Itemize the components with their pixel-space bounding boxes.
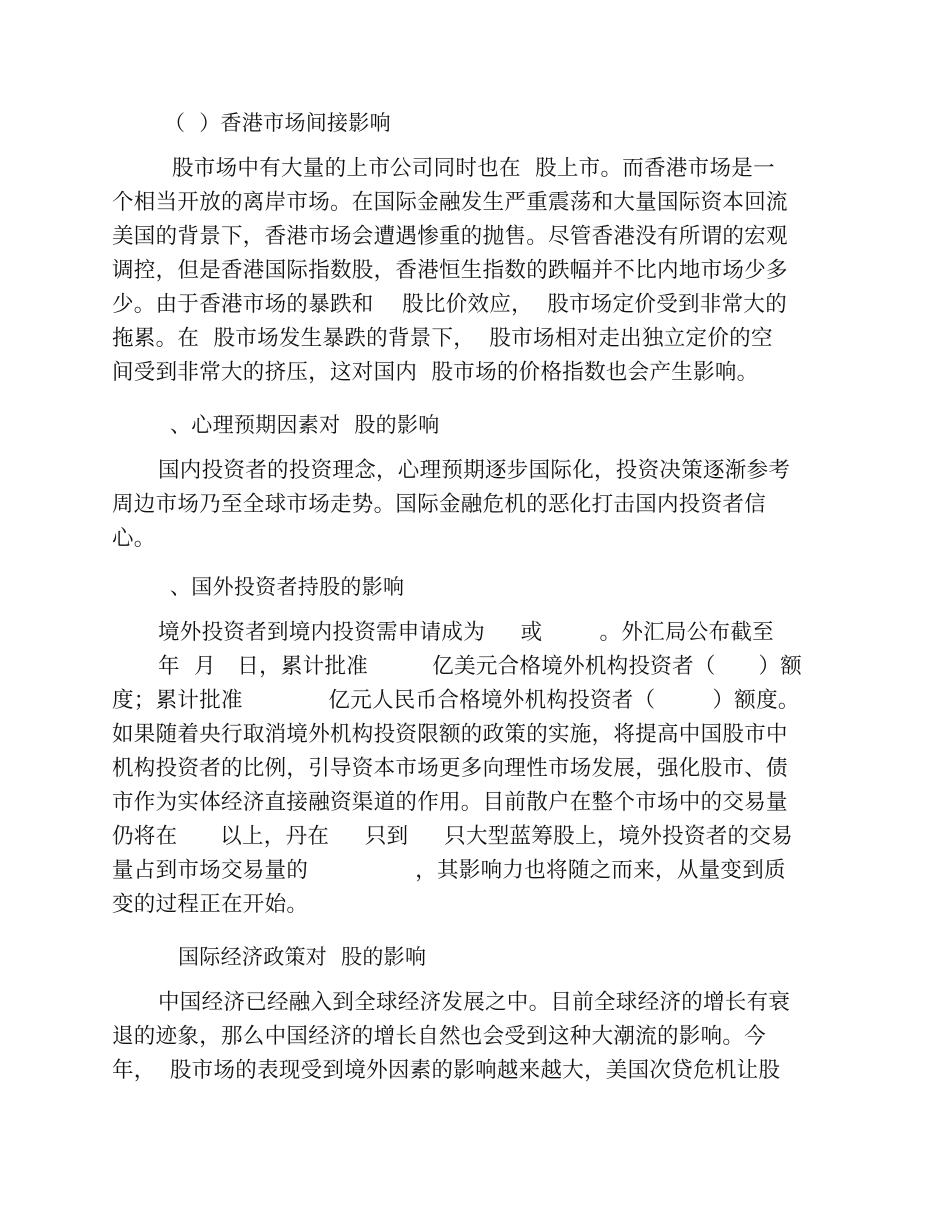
paragraph-line: 退的迹象，那么中国经济的增长自然也会受到这种大潮流的影响。今 bbox=[112, 1024, 767, 1049]
paragraph-line: 市作为实体经济直接融资渠道的作用。目前散户在整个市场中的交易量 bbox=[112, 790, 788, 815]
paragraph-line: 境外投资者到境内投资需申请成为 或 。外汇局公布截至 bbox=[158, 620, 774, 645]
paragraph-line: 度；累计批准 亿元人民币合格境外机构投资者（ ）额度。 bbox=[112, 688, 800, 713]
paragraph-line: 心。 bbox=[112, 526, 156, 551]
paragraph-line: 股市场中有大量的上市公司同时也在 股上市。而香港市场是一 bbox=[172, 156, 775, 181]
paragraph-line: 拖累。在 股市场发生暴跌的背景下， 股市场相对走出独立定价的空 bbox=[112, 326, 773, 351]
section-heading-psychology: 、心理预期因素对 股的影响 bbox=[170, 413, 440, 437]
paragraph-line: 仍将在 以上，丹在 只到 只大型蓝筹股上，境外投资者的交易 bbox=[112, 824, 793, 849]
paragraph-line: 量占到市场交易量的 ，其影响力也将随之而来，从量变到质 bbox=[112, 858, 786, 883]
paragraph-line: 变的过程正在开始。 bbox=[112, 892, 309, 917]
paragraph-line: 年 月 日，累计批准 亿美元合格境外机构投资者（ ）额 bbox=[158, 654, 803, 679]
paragraph-line: 个相当开放的离岸市场。在国际金融发生严重震荡和大量国际资本回流 bbox=[112, 190, 788, 215]
paragraph-line: 年， 股市场的表现受到境外因素的影响越来越大，美国次贷危机让股 bbox=[112, 1058, 781, 1083]
paragraph-line: 国内投资者的投资理念，心理预期逐步国际化，投资决策逐渐参考 bbox=[158, 458, 791, 483]
section-heading-hong-kong: （ ）香港市场间接影响 bbox=[164, 111, 391, 135]
paragraph-line: 间受到非常大的挤压，这对国内 股市场的价格指数也会产生影响。 bbox=[112, 360, 759, 385]
paragraph-line: 调控，但是香港国际指数股，香港恒生指数的跌幅并不比内地市场少多 bbox=[112, 258, 788, 283]
paragraph-line: 机构投资者的比例，引导资本市场更多向理性市场发展，强化股市、债 bbox=[112, 756, 788, 781]
paragraph-line: 如果随着央行取消境外机构投资限额的政策的实施，将提高中国股市中 bbox=[112, 722, 788, 747]
section-heading-policy: 国际经济政策对 股的影响 bbox=[178, 945, 427, 969]
section-heading-foreign-investors: 、国外投资者持股的影响 bbox=[170, 575, 405, 599]
paragraph-line: 周边市场乃至全球市场走势。国际金融危机的恶化打击国内投资者信 bbox=[112, 492, 767, 517]
paragraph-line: 中国经济已经融入到全球经济发展之中。目前全球经济的增长有衰 bbox=[158, 990, 791, 1015]
paragraph-line: 少。由于香港市场的暴跌和 股比价效应， 股市场定价受到非常大的 bbox=[112, 292, 788, 317]
paragraph-line: 美国的背景下，香港市场会遭遇惨重的抛售。尽管香港没有所谓的宏观 bbox=[112, 224, 788, 249]
